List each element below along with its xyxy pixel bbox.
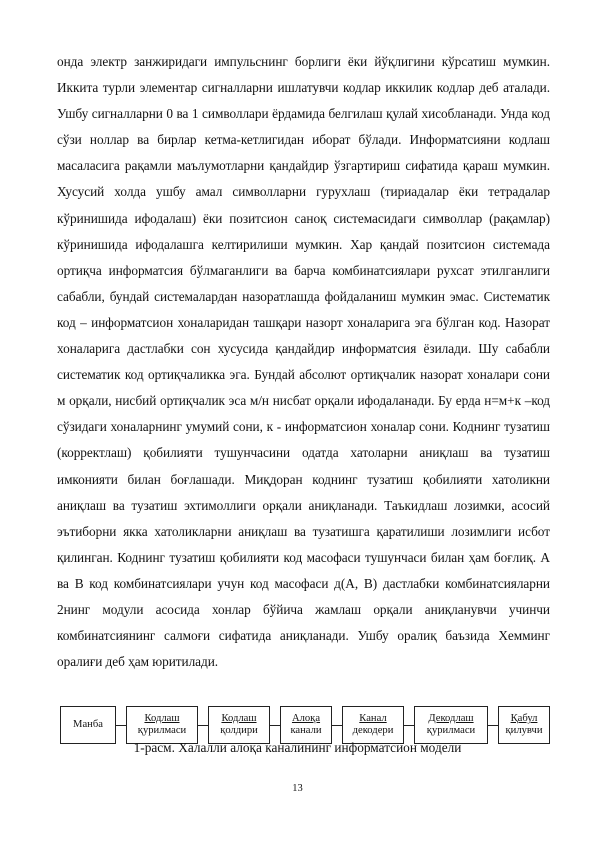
channel-decoder-block-label: Канал: [359, 713, 387, 724]
page-number: 13: [292, 783, 303, 794]
channel-block-label: Алоқа: [291, 713, 321, 724]
connector-line: [332, 725, 342, 726]
connector-line: [270, 725, 280, 726]
channel-encoder-block-sublabel: қолдири: [220, 725, 258, 736]
channel-block: [280, 706, 332, 744]
connector-line: [404, 725, 414, 726]
receiver-block-label: Қабул: [510, 713, 538, 724]
receiver-block: [498, 706, 550, 744]
encoder-block: [126, 706, 198, 744]
encoder-block-sublabel: қурилмаси: [137, 725, 187, 736]
channel-decoder-block: [342, 706, 404, 744]
connector-line: [116, 725, 126, 726]
decoder-block-label: Декодлаш: [428, 713, 474, 724]
source-block: [60, 706, 116, 744]
decoder-block: [414, 706, 488, 744]
decoder-block-sublabel: қурилмаси: [426, 725, 476, 736]
source-block-label: Манба: [73, 719, 103, 730]
connector-line: [198, 725, 208, 726]
channel-encoder-block-label: Кодлаш: [221, 713, 257, 724]
channel-decoder-block-sublabel: декодери: [352, 725, 394, 736]
connector-line: [488, 725, 498, 726]
encoder-block-label: Кодлаш: [144, 713, 180, 724]
channel-block-sublabel: канали: [290, 725, 322, 736]
body-paragraph: онда электр занжиридаги импульснинг борлиги ёки йўқлигини кўрсатиш мумкин. Иккита турли элементар сигналларни ишлатувчи кодлар иккилик кодлар деб аталади. Ушбу сигналларни 0 ва 1 символлари ёрдамида белгилаш қулай хисобланади. Унда код сўзи ноллар ва бирлар кетма-кетлигидан иборат бўлади. Информатсияни кодлаш масаласига рақамли маълумотларни қандайдир ўзгартириш сифатида қараш мумкин. Хусусий холда ушбу амал символларни гурухлаш (тириадалар ёки тетрадалар кўринишида ифодалаш) ёки позитсион саноқ системасидаги символлар (рақамлар) кўринишида ифодалашга келтирилиши мумкин. Хар қандай позитсион системада ортиқча информатсия бўлмаганлиги ва барча комбинатсиялари рухсат этилганлиги сабабли, бундай системалардан назоратлашда фойдаланиш мумкин эмас. Систематик код – информатсион хоналаридан ташқари назорт хоналарига эга бўлган код. Назорат хоналарига дастлабки сон хусусида қандайдир информатсия ёзилади. Шу сабабли систематик код ортиқчаликка эга. Бундай абсолют ортиқчалик назорат хоналари сони м орқали, нисбий ортиқчалик эса м/н нисбат орқали ифодаланади. Бу ерда н=м+к –код сўзидаги хоналарнинг умумий сони, к - информатсион хоналар сони. Коднинг тузатиш (корректлаш) қобилияти тушунчасини одатда хатоларни аниқлаш ва тузатиш имконияти билан боғлашади. Миқдоран коднинг тузатиш қобилияти хатоликни аниқлаш ва тузатиш эхтимоллиги орқали аниқланади. Таъкидлаш лозимки, асосий эътиборни якка хатоликларни аниқлаш ва тузатишга қаратилиши лозимлиги исбот қилинган. Коднинг тузатиш қобилияти код масофаси тушунчаси билан ҳам боғлиқ. А ва В код комбинатсиялари учун код масофаси д(А, В) дастлабки комбинатсияларни 2нинг модули асосида хонлар бўйича жамлаш орқали аниқланувчи учинчи комбинатсиянинг салмоғи сифатида аниқланади. Ушбу оралиқ баъзида Хемминг оралиғи деб ҳам юритилади.: [57, 54, 550, 670]
channel-encoder-block: [208, 706, 270, 744]
receiver-block-sublabel: қилувчи: [505, 725, 543, 736]
figure-caption: 1-расм. Халалли алоқа каналининг информатсион модели: [133, 740, 462, 755]
